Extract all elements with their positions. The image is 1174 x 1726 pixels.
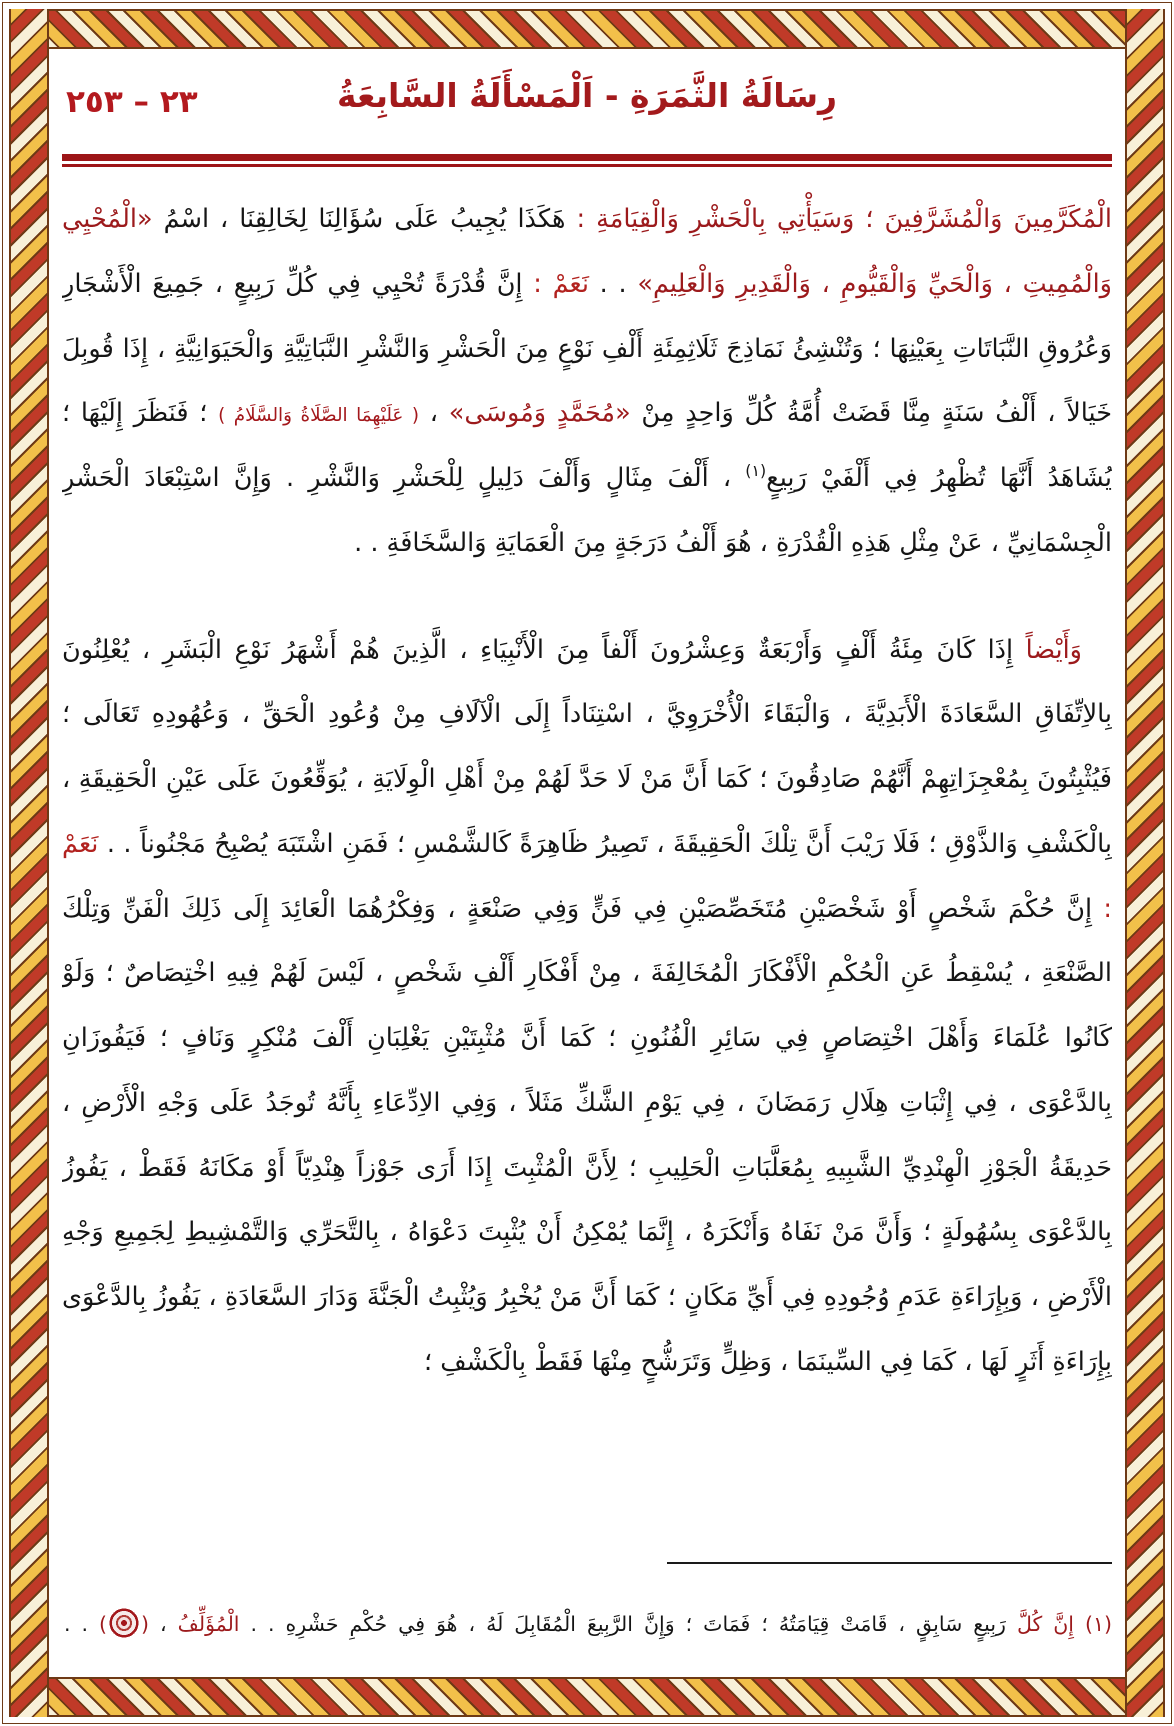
- footnote-marker: (١): [745, 461, 767, 481]
- header-rule-thin: [62, 164, 1112, 167]
- decorative-border-top: [9, 9, 1165, 49]
- text-segment: ): [99, 1612, 108, 1637]
- text-segment: إِذَا كَانَ مِئَةُ أَلْفٍ وَأَرْبَعَةٌ وَعِشْرُونَ أَلْفاً مِنَ الْأَنْبِيَاءِ ، الَّذِينَ هُمْ أَشْهَرُ نَوْعِ الْبَشَرِ ، يُعْلِنُونَ بِالاِتِّفَاقِ السَّعَادَةَ الْأَبَدِيَّةَ ، وَالْبَقَاءَ الْأُخْرَوِيَّ ، اسْتِنَاداً إِلَى الْآلَافِ مِنْ وُعُودِ الْحَقِّ ، وَعُهُودِهِ تَعَالَى ؛ فَيُثْبِتُونَ بِمُعْجِزَاتِهِمْ أَنَّهُمْ صَادِقُونَ ؛ كَمَا أَنَّ مَنْ لَا حَدَّ لَهُمْ مِنْ أَهْلِ الْوِلَايَةِ ، يُوَقِّعُونَ عَلَى عَيْنِ الْحَقِيقَةِ ، بِالْكَشْفِ وَالذَّوْقِ ؛ فَلَا رَيْبَ أَنَّ تِلْكَ الْحَقِيقَةَ ، تَصِيرُ ظَاهِرَةً كَالشَّمْسِ ؛ فَمَنِ اشْتَبَهَ يُصْبِحُ مَجْنُوناً . .: [62, 634, 1112, 859]
- text-segment: «الْمُحْيِي وَالْمُمِيتِ ، وَالْحَيِّ وَالْقَيُّومِ ، وَالْقَدِيرِ وَالْعَلِيمِ»: [62, 204, 1112, 299]
- paragraph: [62, 187, 1112, 576]
- text-segment: نَعَمْ :: [62, 828, 1112, 924]
- footnote-text: [64, 1606, 1112, 1644]
- body-text: [62, 187, 1112, 1537]
- text-segment: هَكَذَا يُجِيبُ عَلَى سُؤَالِنَا لِخَالِقِنَا ، اسْمُ: [152, 204, 566, 234]
- text-segment: ،: [149, 1612, 178, 1637]
- footnote-separator: [667, 1562, 1112, 1564]
- text-segment: ؛ فَنَظَرَ إِلَيْهَا ؛ يُشَاهَدُ أَنَّهَا تُظْهِرُ فِي أَلْفَيْ رَبِيعٍ: [62, 398, 1112, 494]
- author-seal-icon: [109, 1608, 139, 1638]
- text-segment: «مُحَمَّدٍ وَمُوسَى»: [448, 398, 631, 429]
- text-segment: الْمُؤَلِّفُ: [177, 1612, 240, 1637]
- text-segment: الْمُكَرَّمِينَ وَالْمُشَرَّفِينَ ؛ وَسَيَأْتِي بِالْحَشْرِ وَالْقِيَامَةِ :: [565, 204, 1112, 234]
- text-segment: وَأَيْضاً: [1025, 634, 1082, 665]
- text-segment: . .: [64, 1612, 100, 1637]
- decorative-border-bottom: [9, 1677, 1165, 1717]
- page-content: [62, 62, 1112, 1668]
- page-title: رِسَالَةُ الثَّمَرَةِ - اَلْمَسْأَلَةُ السَّابِعَةُ: [336, 76, 838, 115]
- decorative-border-right: [1125, 9, 1165, 1717]
- text-segment: إِنَّ حُكْمَ شَخْصٍ أَوْ شَخْصَيْنِ مُتَخَصِّصَيْنِ فِي فَنٍّ وَفِي صَنْعَةٍ ، وَفِكْرُهُمَا الْعَائِدَ إِلَى ذَلِكَ الْفَنِّ وَتِلْكَ الصَّنْعَةِ ، يُسْقِطُ عَنِ الْحُكْمِ الْأَفْكَارَ الْمُخَالِفَةَ ، مِنْ أَفْكَارِ أَلْفِ شَخْصٍ ، لَيْسَ لَهُمْ فِيهِ اخْتِصَاصٌ ؛ وَلَوْ كَانُوا عُلَمَاءَ وَأَهْلَ اخْتِصَاصٍ فِي سَائِرِ الْفُنُونِ ؛ كَمَا أَنَّ مُثْبِتَيْنِ يَغْلِبَانِ أَلْفَ مُنْكِرٍ وَنَافٍ ؛ فَيَفُوزَانِ بِالدَّعْوَى ، فِي إِثْبَاتِ هِلَالِ رَمَضَانَ ، فِي يَوْمِ الشَّكِّ مَثَلاً ، وَفِي الاِدِّعَاءِ بِأَنَّهُ تُوجَدُ عَلَى وَجْهِ الْأَرْضِ ، حَدِيقَةُ الْجَوْزِ الْهِنْدِيِّ الشَّبِيهِ بِمُعَلَّبَاتِ الْحَلِيبِ ؛ لِأَنَّ الْمُثْبِتَ إِذَا أَرَى جَوْزاً هِنْدِيّاً أَوْ مَكَانَهُ فَقَطْ ، يَفُوزُ بِالدَّعْوَى بِسُهُولَةٍ ؛ وَأَنَّ مَنْ نَفَاهُ وَأَنْكَرَهُ ، إِنَّمَا يُمْكِنُ أَنْ يُثْبِتَ دَعْوَاهُ ، بِالتَّحَرِّي وَالتَّمْشِيطِ لِجَمِيعِ وَجْهِ الْأَرْضِ ، وَبِإِرَاءَةِ عَدَمِ وُجُودِهِ فِي أَيِّ مَكَانٍ ؛ كَمَا أَنَّ مَنْ يُخْبِرُ وَيُثْبِتُ الْجَنَّةَ وَدَارَ السَّعَادَةِ ، يَفُوزُ بِالدَّعْوَى بِإِرَاءَةِ أَثَرٍ لَهَا ، كَمَا فِي السِّينَمَا ، وَظِلٍّ وَتَرَشُّحٍ مِنْهَا فَقَطْ بِالْكَشْفِ ؛: [62, 893, 1112, 1378]
- text-segment: (١) إِنَّ كُلَّ: [1005, 1612, 1112, 1637]
- text-segment: (: [141, 1612, 150, 1637]
- text-segment: . .: [588, 268, 638, 299]
- text-segment: إِنَّ قُدْرَةً تُحْيِي فِي كُلِّ رَبِيعٍ ، جَمِيعَ الْأَشْجَارِ وَعُرُوقِ النَّبَاتَاتِ بِعَيْنِهَا ؛ وَتُنْشِئُ نَمَاذِجَ ثَلَاثِمِئَةِ أَلْفِ نَوْعٍ مِنَ الْحَشْرِ وَالنَّشْرِ النَّبَاتِيَّةِ وَالْحَيَوَانِيَّةِ ، إِذَا قُوبِلَ خَيَالاً ، أَلْفُ سَنَةٍ مِنَّا قَضَتْ أُمَّةُ كُلِّ وَاحِدٍ مِنْ: [62, 268, 1112, 429]
- page-header: [62, 62, 1112, 148]
- decorative-border-left: [9, 9, 49, 1717]
- text-segment: نَعَمْ :: [533, 268, 589, 299]
- text-segment: رَبِيعٍ سَابِقٍ ، قَامَتْ قِيَامَتُهُ ؛ فَمَاتَ ؛ وَإِنَّ الرَّبِيعَ الْمُقَابِلَ لَهُ ، هُوَ فِي حُكْمِ حَشْرِهِ . .: [239, 1612, 1006, 1637]
- page-number: ٢٣ – ٢٥٣: [66, 84, 198, 120]
- salutation-stamp: ( عَلَيْهِمَا الصَّلَاةُ وَالسَّلَامُ ): [218, 405, 419, 427]
- paragraph: [62, 618, 1112, 1395]
- header-rule-thick: [62, 154, 1112, 161]
- text-segment: ، أَلْفَ مِثَالٍ وَأَلْفَ دَلِيلٍ لِلْحَشْرِ وَالنَّشْرِ . وَإِنَّ اسْتِبْعَادَ الْحَشْرِ الْجِسْمَانِيِّ ، عَنْ مِثْلِ هَذِهِ الْقُدْرَةِ ، هُوَ أَلْفُ دَرَجَةٍ مِنَ الْعَمَايَةِ وَالسَّخَافَةِ . .: [62, 463, 1112, 558]
- text-segment: ،: [419, 398, 449, 429]
